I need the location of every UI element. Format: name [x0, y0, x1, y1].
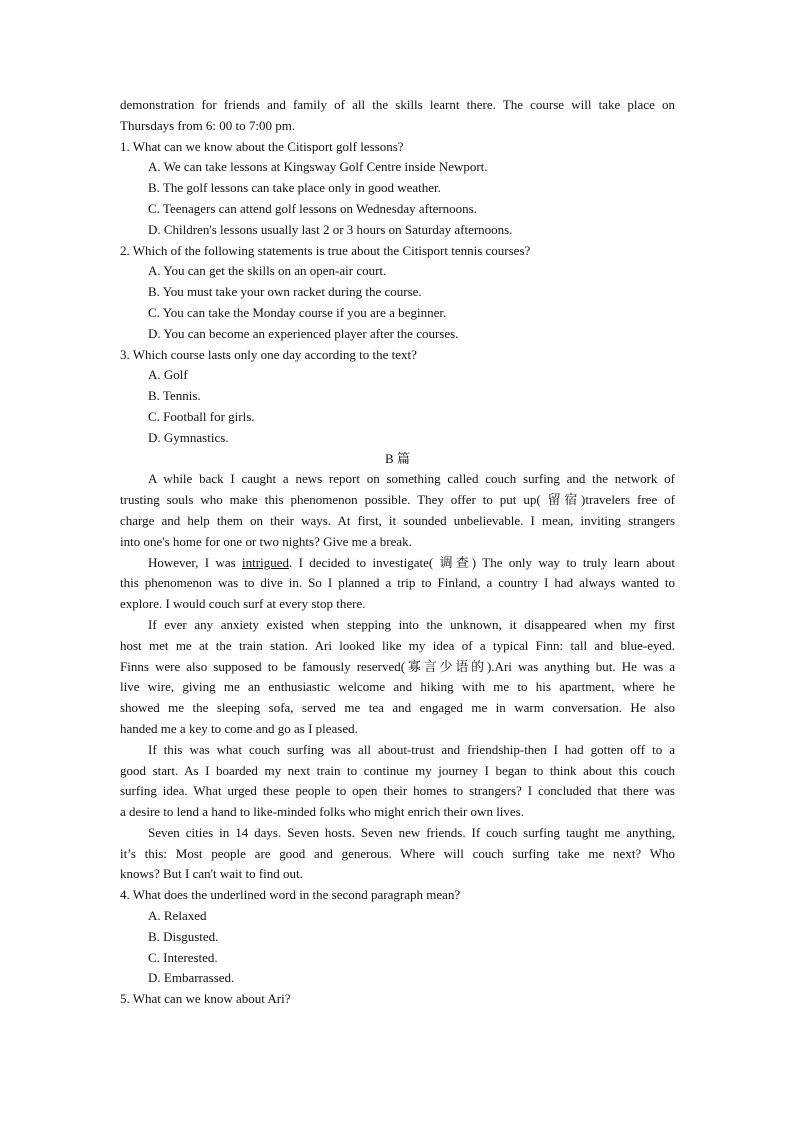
paragraph-line: If ever any anxiety existed when stepping into the unknown, it disappeared when my first — [148, 616, 675, 632]
document-page — [120, 95, 675, 1010]
question-2 — [120, 241, 675, 345]
option-c: C. You can take the Monday course if you are a beginner. — [148, 304, 447, 320]
paragraph-line: explore. I would couch surf at every stop there. — [120, 596, 366, 612]
option-b: B. Disgusted. — [148, 928, 219, 944]
underlined-word: intrigued — [242, 554, 289, 570]
paragraph-line: Seven cities in 14 days. Seven hosts. Seven new friends. If couch surfing taught me anything, — [148, 824, 675, 840]
paragraph-line: good start. As I boarded my next train to continue my journey I began to think about this couch — [120, 762, 675, 778]
passage-paragraph-3 — [120, 615, 675, 740]
line-text: However, I was — [148, 554, 243, 570]
option-b: B. You must take your own racket during the course. — [148, 284, 422, 300]
question-text: 4. What does the underlined word in the second paragraph mean? — [120, 887, 461, 903]
option-c: C. Interested. — [148, 949, 218, 965]
question-1 — [120, 137, 675, 241]
paragraph-line: a desire to lend a hand to like-minded folks who might enrich their own lives. — [120, 804, 524, 820]
paragraph-line: A while back I caught a news report on something called couch surfing and the network of — [148, 471, 675, 487]
option-d: D. Embarrassed. — [148, 970, 235, 986]
paragraph-line: trusting souls who make this phenomenon possible. They offer to put up( 留宿)travelers free of — [120, 492, 675, 508]
paragraph-line: showed me the sleeping sofa, served me tea and engaged me in warm conversation. He also — [120, 700, 675, 716]
paragraph-line: it’s this: Most people are good and generous. Where will couch surfing take me next? Who — [120, 845, 675, 861]
option-d: D. Gymnastics. — [148, 429, 229, 445]
intro-line: Thursdays from 6: 00 to 7:00 pm. — [120, 117, 296, 133]
paragraph-line: If this was what couch surfing was all about-trust and friendship-then I had gotten off to a — [148, 741, 675, 757]
question-text: 3. Which course lasts only one day according to the text? — [120, 346, 417, 362]
paragraph-line: knows? But I can't wait to find out. — [120, 866, 303, 882]
paragraph-line: live wire, giving me an enthusiastic welcome and hiking with me to his apartment, where he — [120, 679, 675, 695]
paragraph-line: handed me a key to come and go as I pleased. — [120, 720, 358, 736]
option-b: B. The golf lessons can take place only in good weather. — [148, 180, 441, 196]
intro-paragraph — [120, 95, 675, 137]
paragraph-line: into one's home for one or two nights? Give me a break. — [120, 533, 412, 549]
question-4 — [120, 885, 675, 989]
intro-line: demonstration for friends and family of all the skills learnt there. The course will take place on — [120, 97, 675, 112]
line-text: . I decided to investigate( 调查) The only way to truly learn about — [288, 554, 675, 570]
paragraph-line — [120, 553, 675, 574]
passage-paragraph-5 — [120, 823, 675, 885]
paragraph-line: charge and help them on their ways. At first, it sounded unbelievable. I mean, inviting strangers — [120, 512, 675, 528]
passage-paragraph-2 — [120, 553, 675, 615]
option-a: A. Golf — [148, 367, 188, 383]
option-c: C. Teenagers can attend golf lessons on Wednesday afternoons. — [148, 200, 477, 216]
option-d: D. Children's lessons usually last 2 or 3 hours on Saturday afternoons. — [148, 221, 513, 237]
question-text: 5. What can we know about Ari? — [120, 991, 291, 1007]
paragraph-line: this phenomenon was to dive in. So I planned a trip to Finland, a country I had always wanted to — [120, 575, 675, 591]
question-3 — [120, 345, 675, 449]
option-a: A. We can take lessons at Kingsway Golf Centre inside Newport. — [148, 159, 488, 175]
option-a: A. You can get the skills on an open-air court. — [148, 263, 387, 279]
question-text: 2. Which of the following statements is true about the Citisport tennis courses? — [120, 242, 531, 258]
question-5 — [120, 989, 675, 1010]
option-c: C. Football for girls. — [148, 408, 255, 424]
paragraph-line: Finns were also supposed to be famously reserved(寡言少语的).Ari was anything but. He was a — [120, 658, 675, 674]
option-d: D. You can become an experienced player after the courses. — [148, 325, 459, 341]
passage-paragraph-1 — [120, 469, 675, 552]
option-a: A. Relaxed — [148, 908, 207, 924]
question-text: 1. What can we know about the Citisport golf lessons? — [120, 138, 404, 154]
paragraph-line: surfing idea. What urged these people to open their homes to strangers? I concluded that there was — [120, 783, 675, 799]
option-b: B. Tennis. — [148, 388, 201, 404]
paragraph-line: host met me at the train station. Ari looked like my idea of a typical Finn: tall and blue-eyed. — [120, 637, 675, 653]
passage-paragraph-4 — [120, 740, 675, 823]
section-heading: B 篇 — [385, 450, 410, 466]
